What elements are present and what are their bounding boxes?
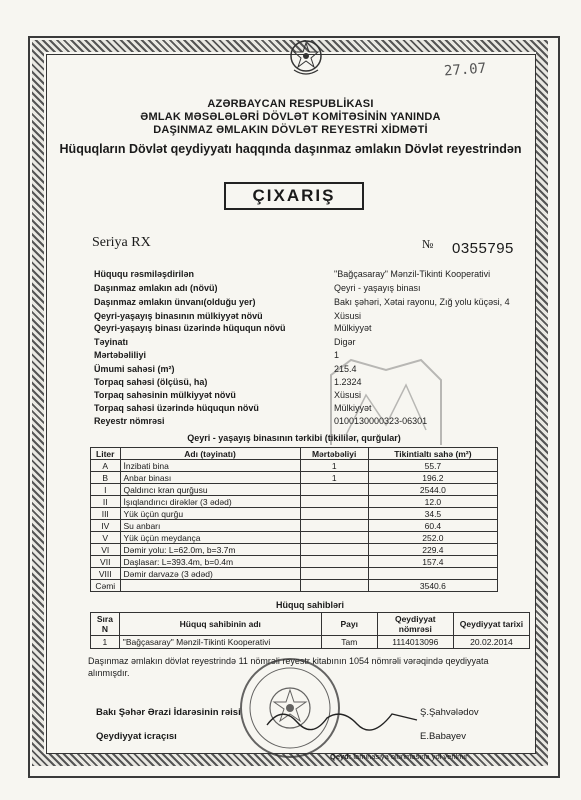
series-label: Seriya RX bbox=[92, 235, 151, 250]
col-header-area: Tikintialtı sahə (m²) bbox=[368, 448, 497, 460]
col-header-share: Payı bbox=[321, 613, 377, 636]
cell-area: 12.0 bbox=[368, 496, 497, 508]
cell-area: 252.0 bbox=[368, 532, 497, 544]
field-label-land-area: Torpaq sahəsi (ölçüsü, ha) bbox=[94, 377, 208, 387]
field-value-land-area: 1.2324 bbox=[334, 377, 362, 387]
cell-liter: A bbox=[91, 460, 121, 472]
cell-name: Qaldırıcı kran qurğusu bbox=[120, 484, 300, 496]
cell-area: 55.7 bbox=[368, 460, 497, 472]
field-value-property-name: Qeyri - yaşayış binası bbox=[334, 283, 421, 293]
field-value-registry-number: 0100130000323-06301 bbox=[334, 416, 428, 426]
registrar-name: E.Babayev bbox=[420, 731, 466, 742]
cell-total-area: 3540.6 bbox=[368, 580, 497, 592]
cell-floors bbox=[300, 544, 368, 556]
cell-liter: I bbox=[91, 484, 121, 496]
col-header-name: Adı (təyinatı) bbox=[120, 448, 300, 460]
cell-owner-name: "Bağçasaray" Mənzil-Tikinti Kooperativi bbox=[119, 636, 321, 649]
property-table bbox=[90, 447, 498, 592]
field-value-land-right: Mülkiyyət bbox=[334, 403, 372, 413]
cell-floors: 1 bbox=[300, 460, 368, 472]
field-label-address: Daşınmaz əmlakın ünvanı(olduğu yer) bbox=[94, 297, 256, 307]
table-total-row bbox=[91, 580, 498, 592]
registrar-title: Qeydiyyat icraçısı bbox=[96, 731, 177, 742]
cell-seq: 1 bbox=[91, 636, 120, 649]
field-label-purpose: Təyinatı bbox=[94, 337, 129, 347]
cell-floors bbox=[300, 532, 368, 544]
field-label-registry-number: Reyestr nömrəsi bbox=[94, 416, 165, 426]
property-table-caption: Qeyri - yaşayış binasının tərkibi (tikililər, qurğular) bbox=[187, 433, 401, 443]
office-head-name: Ş.Şahvələdov bbox=[420, 707, 479, 718]
field-label-ownership-type: Qeyri-yaşayış binasının mülkiyyət növü bbox=[94, 311, 263, 321]
cell-reg-number: 1114013096 bbox=[377, 636, 453, 649]
cell-name: Daşlasar: L=393.4m, b=0.4m bbox=[120, 556, 300, 568]
cell-liter: B bbox=[91, 472, 121, 484]
table-row bbox=[91, 484, 498, 496]
cell-area: 34.5 bbox=[368, 508, 497, 520]
col-header-seq: Sıra N bbox=[91, 613, 120, 636]
table-row bbox=[91, 508, 498, 520]
cell-share: Tam bbox=[321, 636, 377, 649]
cell-liter: III bbox=[91, 508, 121, 520]
table-row bbox=[91, 556, 498, 568]
cell-area: 60.4 bbox=[368, 520, 497, 532]
cell-floors bbox=[300, 580, 368, 592]
owner-table bbox=[90, 612, 530, 649]
field-label-land-ownership: Torpaq sahəsinin mülkiyyət növü bbox=[94, 390, 236, 400]
cell-name: İnzibati bina bbox=[120, 460, 300, 472]
cell-reg-date: 20.02.2014 bbox=[453, 636, 529, 649]
office-head-title: Bakı Şəhər Ərazi İdarəsinin rəisi bbox=[96, 707, 241, 718]
document-title: ÇIXARIŞ bbox=[224, 182, 364, 210]
cell-area: 157.4 bbox=[368, 556, 497, 568]
cell-liter: V bbox=[91, 532, 121, 544]
registration-statement: Daşınmaz əmlakın dövlət reyestrində 11 nömrəli reyestr kitabının 1054 nömrəli vərəqində qeydiyyata alınmışdır. bbox=[88, 656, 489, 678]
field-label-land-right: Torpaq sahəsi üzərində hüququn növü bbox=[94, 403, 259, 413]
cell-name: Anbar binası bbox=[120, 472, 300, 484]
table-row bbox=[91, 544, 498, 556]
cell-liter: VI bbox=[91, 544, 121, 556]
field-value-address: Bakı şəhəri, Xətai rayonu, Zığ yolu küçəsi, 4 bbox=[334, 297, 510, 307]
cell-floors bbox=[300, 508, 368, 520]
table-row bbox=[91, 568, 498, 580]
cell-name: Dəmir yolu: L=62.0m, b=3.7m bbox=[120, 544, 300, 556]
cell-area bbox=[368, 568, 497, 580]
cell-liter: VII bbox=[91, 556, 121, 568]
header-republic: AZƏRBAYCAN RESPUBLİKASI bbox=[207, 98, 374, 110]
cell-liter: VIII bbox=[91, 568, 121, 580]
cell-area: 196.2 bbox=[368, 472, 497, 484]
field-value-total-area: 215.4 bbox=[334, 364, 357, 374]
cell-name: Dəmir darvazə (3 ədəd) bbox=[120, 568, 300, 580]
cell-total-label: Cəmi bbox=[91, 580, 121, 592]
cell-name: Su anbarı bbox=[120, 520, 300, 532]
table-row bbox=[91, 496, 498, 508]
field-value-owner: "Bağçasaray" Mənzil-Tikinti Kooperativi bbox=[334, 269, 491, 279]
cell-name: İşıqlandırıcı dirəklər (3 ədəd) bbox=[120, 496, 300, 508]
signature-scribble bbox=[262, 700, 422, 734]
field-value-right-type: Mülkiyyət bbox=[334, 323, 372, 333]
cell-liter: II bbox=[91, 496, 121, 508]
table-row bbox=[91, 520, 498, 532]
cell-name: Yük üçün qurğu bbox=[120, 508, 300, 520]
state-emblem-icon bbox=[288, 36, 324, 80]
field-label-property-name: Daşınmaz əmlakın adı (növü) bbox=[94, 283, 218, 293]
table-row bbox=[91, 460, 498, 472]
field-label-floors: Mərtəbəliliyi bbox=[94, 350, 147, 360]
field-label-owner: Hüququ rəsmiləşdirilən bbox=[94, 269, 195, 279]
cell-floors bbox=[300, 484, 368, 496]
col-header-liter: Liter bbox=[91, 448, 121, 460]
header-service: DAŞINMAZ ƏMLAKIN DÖVLƏT REYESTRİ XİDMƏTİ bbox=[153, 124, 428, 136]
field-value-land-ownership: Xüsusi bbox=[334, 390, 362, 400]
cell-floors bbox=[300, 556, 368, 568]
table-row bbox=[91, 472, 498, 484]
cell-floors: 1 bbox=[300, 472, 368, 484]
cell-name: Yük üçün meydança bbox=[120, 532, 300, 544]
field-value-floors: 1 bbox=[334, 350, 340, 360]
owner-table-caption: Hüquq sahibləri bbox=[275, 600, 344, 610]
cell-area: 2544.0 bbox=[368, 484, 497, 496]
serial-number: 0355795 bbox=[452, 240, 514, 257]
field-value-ownership-type: Xüsusi bbox=[334, 311, 362, 321]
table-header-row bbox=[91, 613, 530, 636]
cell-floors bbox=[300, 496, 368, 508]
cell-floors bbox=[300, 568, 368, 580]
table-row bbox=[91, 532, 498, 544]
col-header-reg-number: Qeydiyyat nömrəsi bbox=[377, 613, 453, 636]
col-header-owner-name: Hüquq sahibinin adı bbox=[119, 613, 321, 636]
cell-floors bbox=[300, 520, 368, 532]
cell-name bbox=[120, 580, 300, 592]
lamination-note bbox=[330, 752, 468, 761]
field-label-right-type: Qeyri-yaşayış binası üzərində hüququn növü bbox=[94, 323, 286, 333]
note-text: laminasiya olunmasına yol verilmir bbox=[353, 752, 468, 761]
col-header-reg-date: Qeydiyyat tarixi bbox=[453, 613, 529, 636]
number-sign: № bbox=[422, 237, 434, 251]
field-label-total-area: Ümumi sahəsi (m²) bbox=[94, 364, 175, 374]
document-subtitle: Hüquqların Dövlət qeydiyyatı haqqında daşınmaz əmlakın Dövlət reyestrindən bbox=[59, 142, 522, 156]
field-value-purpose: Digər bbox=[334, 337, 356, 347]
handwritten-note: 27.07 bbox=[443, 60, 487, 80]
note-label: Qeyd: bbox=[330, 752, 352, 761]
table-header-row bbox=[91, 448, 498, 460]
col-header-floors: Mərtəbəliyi bbox=[300, 448, 368, 460]
table-row bbox=[91, 636, 530, 649]
cell-area: 229.4 bbox=[368, 544, 497, 556]
cell-liter: IV bbox=[91, 520, 121, 532]
header-committee: ƏMLAK MƏSƏLƏLƏRİ DÖVLƏT KOMİTƏSİNİN YANINDA bbox=[140, 111, 441, 123]
